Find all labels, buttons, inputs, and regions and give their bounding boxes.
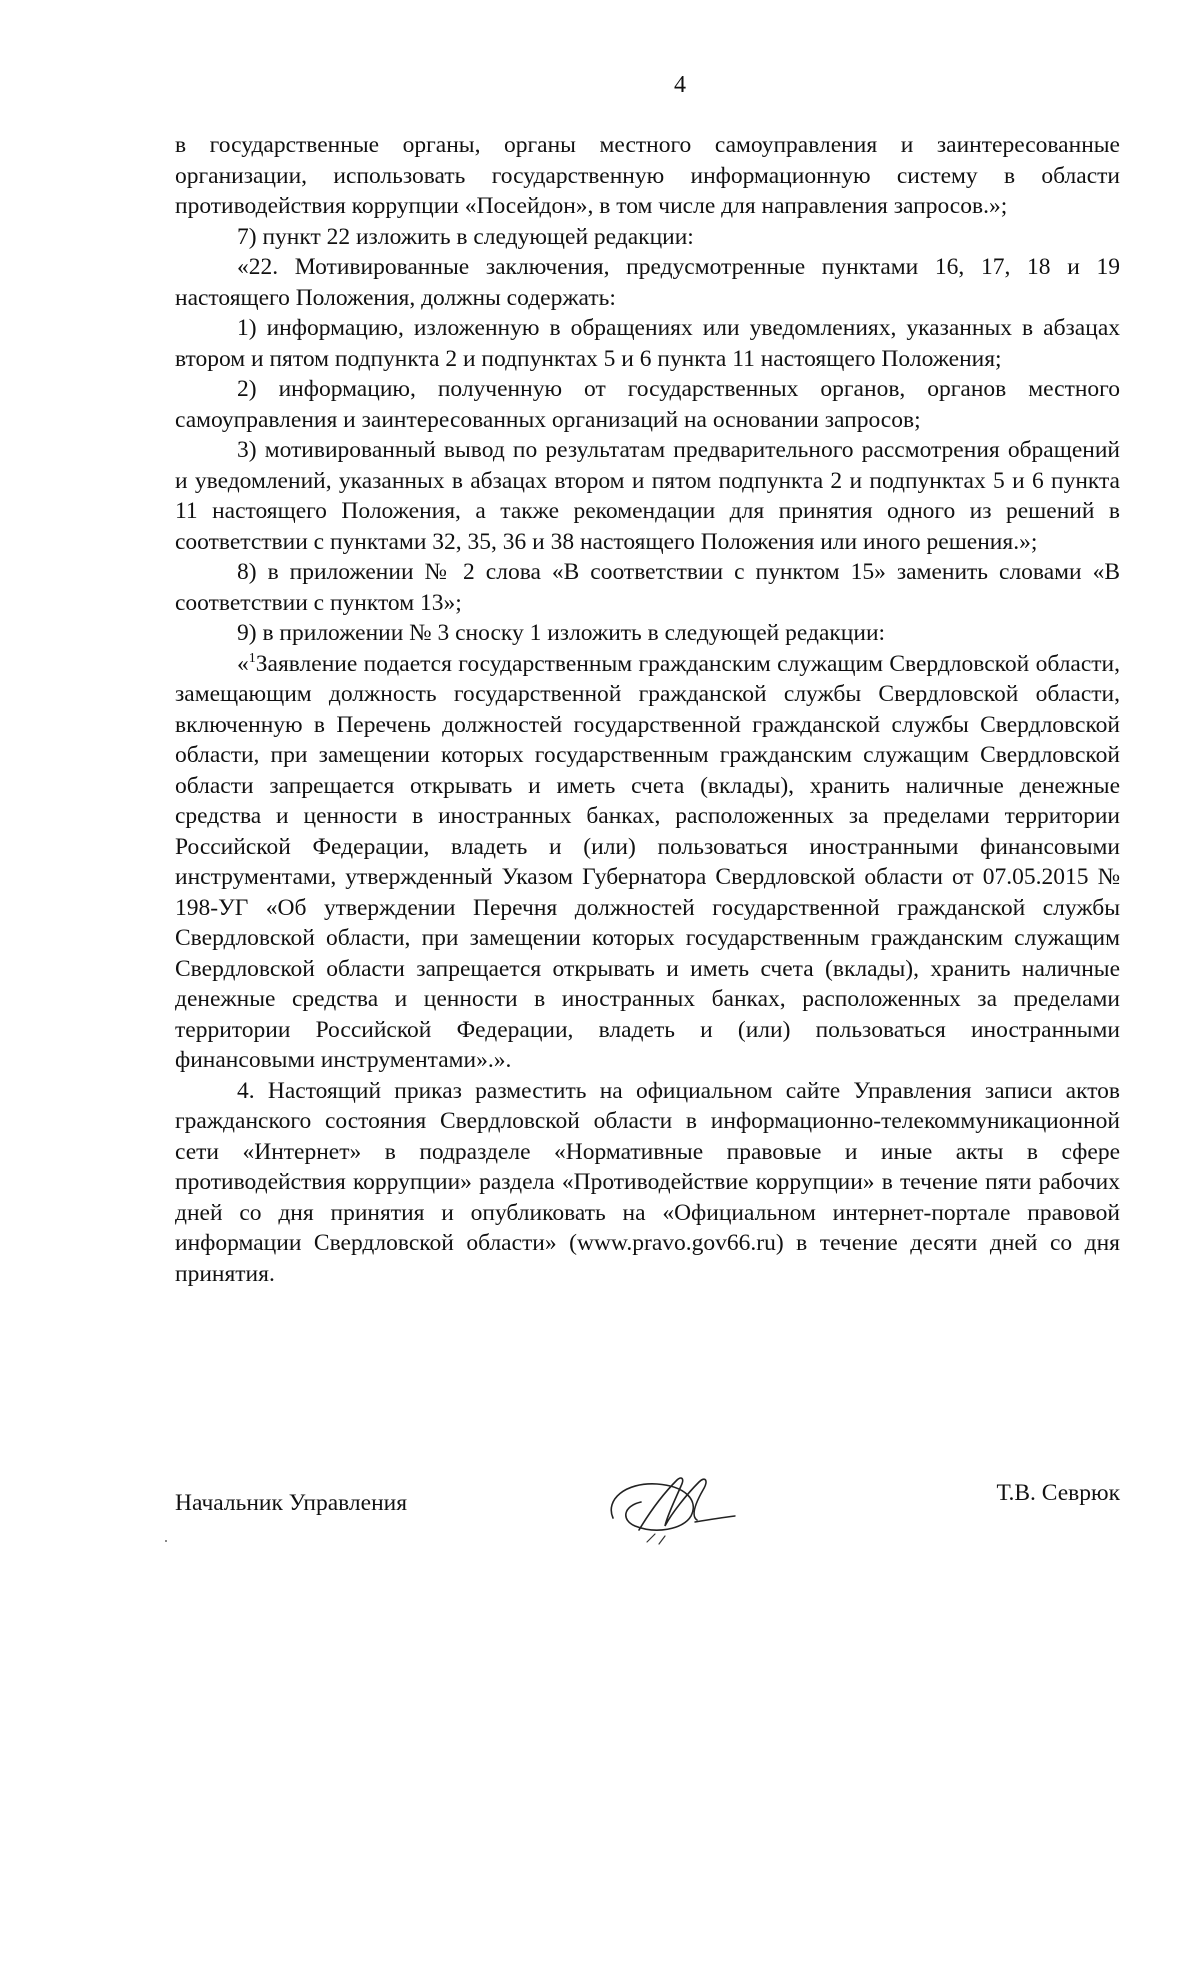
paragraph-2: 7) пункт 22 изложить в следующей редакции: bbox=[237, 223, 694, 250]
handwritten-signature bbox=[595, 1460, 745, 1560]
signature-block bbox=[175, 1460, 1120, 1580]
signatory-name: Т.В. Севрюк bbox=[996, 1480, 1120, 1506]
paragraph-6: 3) мотивированный вывод по результатам предварительного рассмотрения обращений и уведомлений, указанных в абзацах втором и пятом подпункта 2 и подпунктах 5 и 6 пункта 11 настоящего Положения, а также рекомендации для принятия одного из решений в соответствии с пунктами 32, 35, 36 и 38 настоящего Положения или иного решения.»; bbox=[175, 437, 1120, 555]
paragraph-3: «22. Мотивированные заключения, предусмотренные пунктами 16, 17, 18 и 19 настоящего Положения, должны содержать: bbox=[175, 254, 1120, 311]
paragraph-8: 9) в приложении № 3 сноску 1 изложить в следующей редакции: bbox=[237, 620, 886, 646]
document-body bbox=[175, 130, 1120, 1289]
paragraph-7: 8) в приложении № 2 слова «В соответствии с пунктом 15» заменить словами «В соответствии с пунктом 13»; bbox=[175, 559, 1120, 616]
paragraph-4: 1) информацию, изложенную в обращениях или уведомлениях, указанных в абзацах втором и пятом подпункта 2 и подпунктах 5 и 6 пункта 11 настоящего Положения; bbox=[175, 315, 1120, 372]
footnote-open-quote: « bbox=[237, 650, 249, 677]
footnote-text: Заявление подается государственным гражданским служащим Свердловской области, замещающим должность государственной гражданской службы Свердловской области, включенную в Перечень должностей государственной гражданской службы Свердловской области, при замещении которых государственным гражданским служащим Свердловской области запрещается открывать и иметь счета (вклады), хранить наличные денежные средства и ценности в иностранных банках, расположенных за пределами территории Российской Федерации, владеть и (или) пользоваться иностранными финансовыми инструментами, утвержденный Указом Губернатора Свердловской области от 07.05.2015 № 198-УГ «Об утверждении Перечня должностей государственной гражданской службы Свердловской области, при замещении которых государственным гражданским служащим Свердловской области запрещается открывать и иметь счета (вклады), хранить наличные денежные средства и ценности в иностранных банках, расположенных за пределами территории Российской Федерации, владеть и (или) пользоваться иностранными финансовыми инструментами».». bbox=[175, 650, 1120, 1073]
paragraph-10: 4. Настоящий приказ разместить на официальном сайте Управления записи актов гражданского состояния Свердловской области в информационно-телекоммуникационной сети «Интернет» в подразделе «Нормативные правовые и иные акты в сфере противодействия коррупции» раздела «Противодействие коррупции» в течение пяти рабочих дней со дня принятия и опубликовать на «Официальном интернет-портале правовой информации Свердловской области» (www.pravo.gov66.ru) в течение десяти дней со дня принятия. bbox=[175, 1077, 1120, 1287]
paragraph-1: в государственные органы, органы местного самоуправления и заинтересованные организации, использовать государственную информационную систему в области противодействия коррупции «Посейдон», в том числе для направления запросов.»; bbox=[175, 132, 1120, 219]
paragraph-9-footnote bbox=[175, 649, 1120, 1076]
page-number: 4 bbox=[674, 72, 686, 98]
scan-speck bbox=[165, 1540, 167, 1542]
signature-drawing bbox=[595, 1460, 745, 1560]
paragraph-5: 2) информацию, полученную от государственных органов, органов местного самоуправления и заинтересованных организаций на основании запросов; bbox=[175, 376, 1120, 433]
footnote-marker: 1 bbox=[248, 650, 256, 666]
signatory-position: Начальник Управления bbox=[175, 1490, 408, 1516]
